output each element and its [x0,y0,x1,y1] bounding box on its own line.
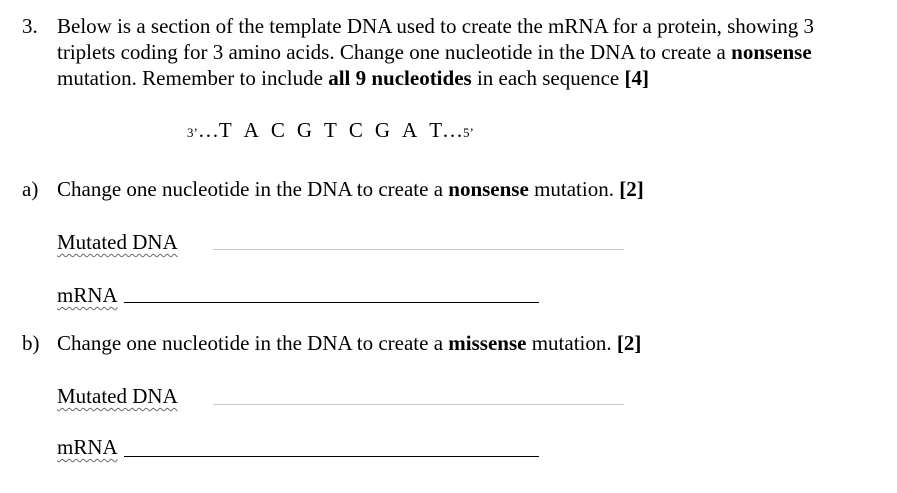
nucleotide: A [243,118,259,142]
nucleotide: T [429,118,443,142]
nucleotide: G [374,118,391,142]
question-line-2-bold: nonsense [731,40,812,64]
nucleotide: T [324,118,337,142]
part-b-marks: [2] [616,331,642,355]
part-a-mrna-answer-line[interactable] [124,302,539,303]
part-a-mutated-dna-label: Mutated DNA [57,230,178,254]
question-line-3-text: mutation. Remember to include [57,66,329,90]
template-dna-sequence [187,118,474,145]
question-line-3 [57,66,649,90]
part-b-label: b) [22,331,40,355]
part-a-text: Change one nucleotide in the DNA to create a [57,177,449,201]
part-b-mrna-answer-line[interactable] [124,456,539,457]
sequence-start-dots: … [197,118,219,142]
question-line-1 [57,14,814,38]
question-line-2 [57,40,812,64]
part-a-text-post: mutation. [528,177,620,201]
part-a-mrna-label: mRNA [57,283,118,307]
nucleotide: C [348,118,363,142]
part-a-bold: nonsense [448,177,529,201]
part-a-mutated-dna-answer-line[interactable] [213,249,624,250]
question-line-3-mid: in each sequence [471,66,625,90]
question-line-3-bold-1: all 9 nucleotides [328,66,472,90]
part-b-mutated-dna-answer-line[interactable] [213,404,624,405]
question-line-2-text: triplets coding for 3 amino acids. Change one nucleotide in the DNA to create a [57,40,732,64]
question-number: 3. [22,14,38,38]
part-b-bold: missense [448,331,527,355]
part-a-label: a) [22,177,39,201]
nucleotide: T [218,118,232,142]
part-a-marks: [2] [619,177,644,201]
sequence-end-label: 5’ [463,125,474,140]
part-a-question [57,177,644,201]
part-b-mutated-dna-label: Mutated DNA [57,384,178,408]
sequence-end-dots: … [442,118,464,142]
question-line-1-text: Below is a section of the template DNA used to create the mRNA for a protein, showing 3 [57,14,814,38]
part-b-question [57,331,641,355]
nucleotide: C [270,118,285,142]
nucleotide: G [296,118,313,142]
part-b-mrna-label: mRNA [57,435,118,459]
part-b-text: Change one nucleotide in the DNA to create a [57,331,449,355]
sequence-start-label: 3’ [187,125,198,140]
question-line-3-bold-2: [4] [624,66,649,90]
part-b-text-post: mutation. [526,331,617,355]
nucleotide: A [402,118,418,142]
